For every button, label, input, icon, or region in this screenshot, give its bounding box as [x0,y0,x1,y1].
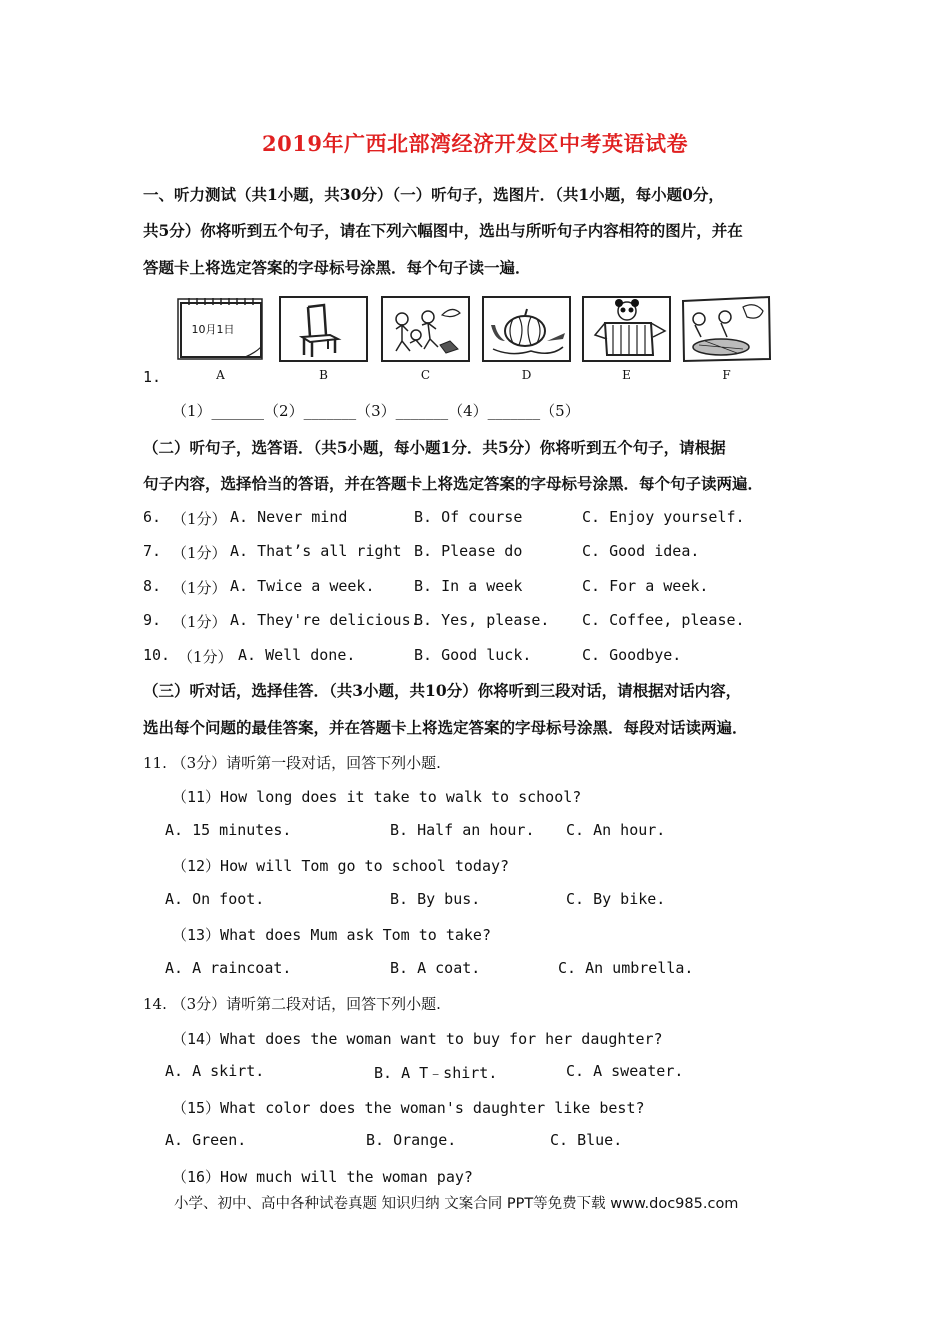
children-icon [380,295,471,363]
option-b: B. Of course [414,508,523,526]
page-title: 2019年广西北部湾经济开发区中考英语试卷 [262,131,688,156]
picture-label-f: F [722,368,731,382]
option-a: A. Twice a week. [230,577,375,595]
part2-instruction-line2: 句子内容，选择恰当的答语，并在答题卡上将选定答案的字母标号涂黑．每个句子读两遍． [143,474,764,493]
picture-a-calendar [175,295,266,363]
option-a: A. Well done. [238,646,356,664]
option-c: C. A sweater. [566,1062,684,1080]
question-14-stem: 14. （3分）请听第二段对话，回答下列小题. [143,995,441,1013]
question-score: （1分） [172,544,227,562]
panda-icon [581,295,672,363]
part2-instruction-line1: （二）听句子，选答语．（共5小题，每小题1分．共5分）你将听到五个句子，请根据 [143,438,726,457]
picnic-icon [681,295,772,363]
option-a: A. 15 minutes. [165,821,292,839]
page-footer: 小学、初中、高中各种试卷真题 知识归纳 文案合同 PPT等免费下载 www.doc985.com [174,1196,739,1212]
option-c: C. An umbrella. [558,959,694,977]
picture-label-a: A [216,368,225,382]
question-number: 6. [143,508,162,526]
option-b: B. Yes, please. [414,611,550,629]
option-c: C. Blue. [550,1131,623,1149]
option-c: C. For a week. [582,577,709,595]
option-c: C. Good idea. [582,542,700,560]
sub-question: （16）How much will the woman pay? [172,1168,473,1186]
part3-instruction-line1: （三）听对话，选择佳答．（共3小题，共10分）你将听到三段对话，请根据对话内容， [143,681,742,700]
question-score: （1分） [178,648,233,666]
part1-instruction-line2: 共5分）你将听到五个句子，请在下列六幅图中，选出与所听句子内容相符的图片，并在 [143,221,743,240]
picture-label-b: B [319,368,328,382]
option-a: A. That’s all right [230,542,402,560]
question-score: （1分） [172,613,227,631]
option-b: B. In a week [414,577,523,595]
picture-d-food [481,295,572,363]
option-c: C. Goodbye. [582,646,682,664]
option-a: A. They're delicious. [230,611,420,629]
part1-instruction-line3: 答题卡上将选定答案的字母标号涂黑．每个句子读一遍． [143,258,531,277]
option-b: B. A coat. [390,959,481,977]
option-b: B. Half an hour. [390,821,535,839]
question-score: （1分） [172,510,227,528]
pumpkin-icon [481,295,572,363]
option-b: B. A T﹣shirt. [374,1064,498,1082]
option-c: C. Enjoy yourself. [582,508,745,526]
picture-label-e: E [622,368,631,382]
option-a: A. A raincoat. [165,959,292,977]
sub-question: （13）What does Mum ask Tom to take? [172,926,491,944]
sub-question: （14）What does the woman want to buy for her daughter? [172,1030,663,1048]
option-a: A. On foot. [165,890,265,908]
picture-label-c: C [420,368,431,382]
picture-c-children-playing [380,295,471,363]
option-c: C. By bike. [566,890,666,908]
sub-question: （11）How long does it take to walk to school? [172,788,582,806]
option-a: A. Green. [165,1131,247,1149]
calendar-icon [175,295,266,363]
question-11-stem: 11. （3分）请听第一段对话，回答下列小题. [143,754,441,772]
option-b: B. By bus. [390,890,481,908]
part1-instruction-line1: 一、听力测试（共1小题，共30分）（一）听句子，选图片．（共1小题，每小题0分， [143,185,724,204]
question-1-number: 1. [143,368,162,386]
question-number: 10. [143,646,171,664]
question-number: 7. [143,542,162,560]
question-number: 8. [143,577,162,595]
option-b: B. Please do [414,542,523,560]
picture-b-chair [278,295,369,363]
option-a: A. A skirt. [165,1062,265,1080]
question-score: （1分） [172,579,227,597]
sub-question: （12）How will Tom go to school today? [172,857,510,875]
answer-blanks: （1）_______（2）_______（3）_______（4）_______（5） [172,402,580,420]
sub-question: （15）What color does the woman's daughter like best? [172,1099,645,1117]
option-c: C. An hour. [566,821,666,839]
picture-f-picnic [681,295,772,363]
picture-e-panda-box [581,295,672,363]
question-number: 9. [143,611,162,629]
option-a: A. Never mind [230,508,348,526]
svg-text:10月1日: 10月1日 [191,323,235,336]
option-b: B. Good luck. [414,646,532,664]
part3-instruction-line2: 选出每个问题的最佳答案，并在答题卡上将选定答案的字母标号涂黑．每段对话读两遍． [143,718,748,737]
chair-icon [278,295,369,363]
picture-label-d: D [521,368,532,382]
option-b: B. Orange. [366,1131,457,1149]
option-c: C. Coffee, please. [582,611,745,629]
